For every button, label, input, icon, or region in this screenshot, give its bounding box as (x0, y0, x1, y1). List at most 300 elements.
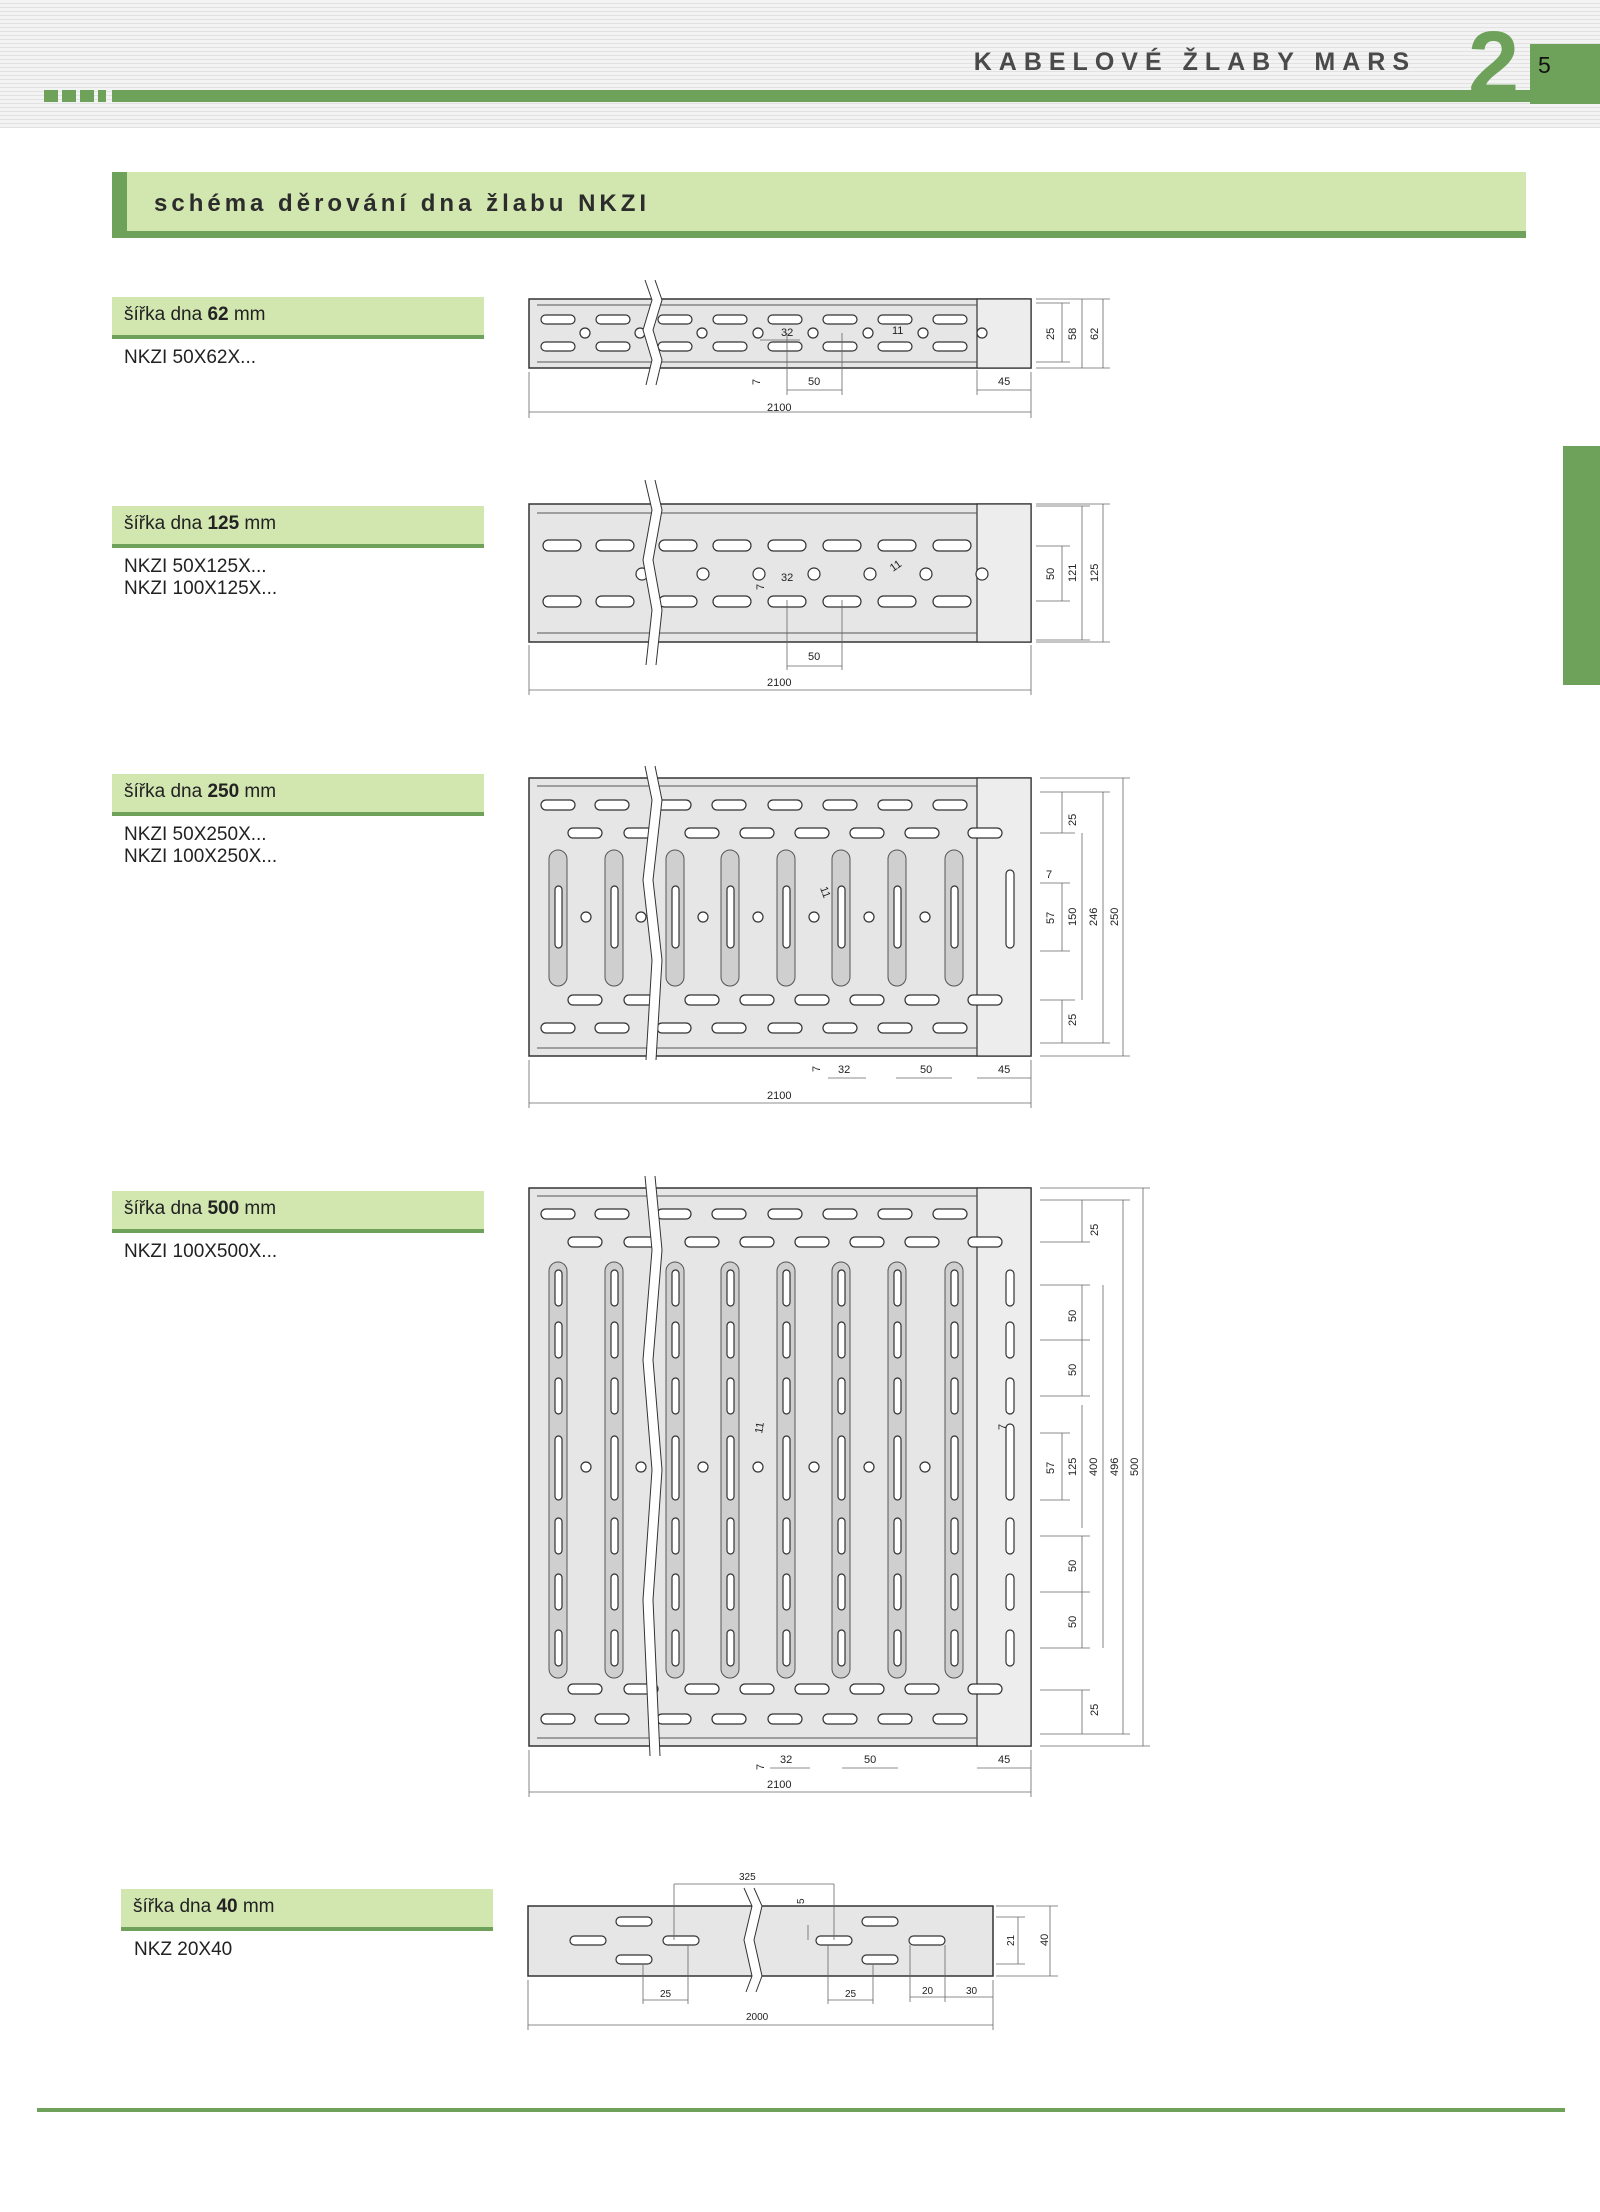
dim-v25: 25 (1067, 1013, 1079, 1026)
slot-column (951, 1270, 958, 1666)
width-label-text: šířka dna 125 mm (124, 513, 277, 534)
slot (951, 886, 958, 948)
tray-drawing-40 (520, 1865, 1070, 2030)
slot (672, 1436, 679, 1500)
dim-length: 2100 (767, 1090, 792, 1102)
dim-h25: 25 (1045, 327, 1057, 340)
slot (541, 342, 575, 351)
hole (863, 328, 873, 338)
header-square (62, 90, 76, 102)
slot (1006, 870, 1014, 948)
dim-h125: 125 (1089, 563, 1101, 582)
hole (864, 912, 874, 922)
slot (658, 342, 692, 351)
slot (1006, 1518, 1014, 1554)
dim-v57: 57 (1045, 1461, 1057, 1474)
slot (672, 1630, 679, 1666)
dim-30: 30 (966, 1986, 978, 1997)
slot (568, 1237, 602, 1247)
slot (850, 1237, 884, 1247)
hole (581, 912, 591, 922)
slot (1006, 1574, 1014, 1610)
dim-h58: 58 (1067, 327, 1079, 340)
slot (713, 315, 747, 324)
slot (951, 1518, 958, 1554)
slot (968, 1237, 1002, 1247)
slot (555, 1574, 562, 1610)
hole (753, 912, 763, 922)
width-label-125 (112, 506, 484, 548)
model-code: NKZI 50X250X... (124, 824, 267, 845)
hole (977, 328, 987, 338)
dim-25: 25 (660, 1989, 672, 2000)
slot (543, 596, 581, 607)
hole (581, 1462, 591, 1472)
dim-v500: 500 (1129, 1457, 1141, 1476)
slot (905, 828, 939, 838)
dim-v400: 400 (1088, 1457, 1100, 1476)
slot (657, 1023, 691, 1033)
slot (862, 1917, 898, 1926)
tray-drawing-250 (520, 760, 1140, 1110)
slot (783, 1436, 790, 1500)
hole (753, 328, 763, 338)
slot (616, 1955, 652, 1964)
model-code: NKZI 100X125X... (124, 578, 278, 599)
slot (541, 315, 575, 324)
slot (672, 1518, 679, 1554)
slot (838, 1436, 845, 1500)
slot (658, 315, 692, 324)
slot (595, 1714, 629, 1724)
dim-h21: 21 (1006, 1934, 1017, 1946)
hole (809, 912, 819, 922)
slot (905, 995, 939, 1005)
slot-column (672, 1270, 679, 1666)
slot (768, 540, 806, 551)
dim-v50: 50 (1067, 1615, 1079, 1628)
slot (768, 1023, 802, 1033)
hole (920, 1462, 930, 1472)
slot (850, 1684, 884, 1694)
slot (783, 1518, 790, 1554)
slot (968, 828, 1002, 838)
slot (596, 342, 630, 351)
tray-body (529, 504, 1031, 642)
model-list (124, 824, 277, 868)
slot (768, 1209, 802, 1219)
slot (878, 596, 916, 607)
dim-25: 25 (845, 1989, 857, 2000)
slot (541, 1023, 575, 1033)
hole (808, 328, 818, 338)
slot (611, 1574, 618, 1610)
width-label-250 (112, 774, 484, 816)
slot (783, 1630, 790, 1666)
dim-v25: 25 (1067, 813, 1079, 826)
slot (894, 1378, 901, 1414)
slot (894, 1518, 901, 1554)
dim-h40: 40 (1039, 1933, 1051, 1946)
tray-drawing-125 (520, 475, 1120, 695)
slot (568, 995, 602, 1005)
dim-32: 32 (781, 572, 794, 584)
slot (672, 886, 679, 948)
section-title-band (112, 172, 1526, 238)
dim-32: 32 (781, 327, 794, 339)
width-label-text: šířka dna 62 mm (124, 304, 266, 325)
footer-line (37, 2108, 1565, 2112)
slot-column (555, 1270, 562, 1666)
slot (595, 800, 629, 810)
dim-50: 50 (864, 1754, 877, 1766)
slot (838, 1574, 845, 1610)
slot (878, 342, 912, 351)
dim-v125: 125 (1067, 1457, 1079, 1476)
dim-v250: 250 (1109, 907, 1121, 926)
slot (823, 540, 861, 551)
dim-45: 45 (998, 376, 1011, 388)
dim-50: 50 (920, 1064, 933, 1076)
width-label-text: šířka dna 500 mm (124, 1198, 277, 1219)
slot (894, 1322, 901, 1358)
slot (611, 1270, 618, 1306)
slot (878, 1714, 912, 1724)
dim-v25: 25 (1089, 1223, 1101, 1236)
slot (783, 1378, 790, 1414)
slot (894, 1270, 901, 1306)
slot (838, 1270, 845, 1306)
hole (918, 328, 928, 338)
hole (697, 568, 709, 580)
dim-11: 11 (753, 1421, 767, 1435)
hole (753, 1462, 763, 1472)
slot (712, 1209, 746, 1219)
slot (783, 1322, 790, 1358)
slot (894, 1436, 901, 1500)
slot (727, 1574, 734, 1610)
slot (783, 1270, 790, 1306)
slot-column (727, 1270, 734, 1666)
slot (905, 1684, 939, 1694)
slot (712, 1023, 746, 1033)
model-code: NKZI 100X250X... (124, 846, 278, 867)
slot (568, 828, 602, 838)
dim-7: 7 (755, 583, 767, 590)
dim-v50: 50 (1067, 1363, 1079, 1376)
slot (595, 1023, 629, 1033)
slot (713, 540, 751, 551)
slot (712, 800, 746, 810)
slot (850, 995, 884, 1005)
tray-end-section (977, 778, 1031, 1056)
model-code: NKZI 100X500X... (124, 1241, 278, 1262)
width-label-62 (112, 297, 484, 339)
slot (795, 995, 829, 1005)
dim-11: 11 (887, 558, 905, 575)
slot (783, 886, 790, 948)
slot-column (894, 1270, 901, 1666)
slot (555, 1322, 562, 1358)
model-code: NKZ 20X40 (134, 1939, 233, 1960)
slot (1006, 1424, 1014, 1500)
dim-5: 5 (796, 1898, 807, 1904)
slot (838, 1630, 845, 1666)
page-header (0, 0, 1600, 128)
dim-7: 7 (755, 1763, 767, 1770)
slot (541, 800, 575, 810)
hole (976, 568, 988, 580)
slot (933, 800, 967, 810)
hole (636, 912, 646, 922)
dim-v150: 150 (1067, 907, 1079, 926)
dim-v7: 7 (1046, 869, 1053, 881)
slot (570, 1936, 606, 1945)
slot (712, 1714, 746, 1724)
slot (862, 1955, 898, 1964)
slot (768, 315, 802, 324)
slot (555, 1270, 562, 1306)
slot-column (783, 1270, 790, 1666)
dim-v25: 25 (1089, 1703, 1101, 1716)
dim-v7: 7 (997, 1423, 1009, 1430)
slot (555, 1378, 562, 1414)
slot (850, 828, 884, 838)
slot (672, 1378, 679, 1414)
hole (809, 1462, 819, 1472)
slot (823, 1209, 857, 1219)
slot (740, 1237, 774, 1247)
dim-v50: 50 (1067, 1309, 1079, 1322)
page-number: 5 (1538, 52, 1551, 78)
width-label-40 (121, 1889, 493, 1931)
slot (823, 1714, 857, 1724)
hole (698, 1462, 708, 1472)
slot (823, 342, 857, 351)
hole (920, 568, 932, 580)
slot (713, 596, 751, 607)
slot (611, 1436, 618, 1500)
slot (933, 342, 967, 351)
width-label-text: šířka dna 40 mm (133, 1896, 275, 1917)
dim-45: 45 (998, 1754, 1011, 1766)
slot (838, 1378, 845, 1414)
slot (951, 1270, 958, 1306)
model-list (124, 1241, 277, 1263)
dim-45: 45 (998, 1064, 1011, 1076)
slot (878, 800, 912, 810)
slot (611, 1322, 618, 1358)
slot (740, 995, 774, 1005)
slot (543, 540, 581, 551)
slot (611, 1630, 618, 1666)
dim-50: 50 (808, 376, 821, 388)
dim-v246: 246 (1088, 907, 1100, 926)
header-square (98, 90, 106, 102)
slot (595, 1209, 629, 1219)
hole (864, 568, 876, 580)
dim-7: 7 (751, 378, 763, 385)
slot (596, 315, 630, 324)
width-label-500 (112, 1191, 484, 1233)
slot (838, 1322, 845, 1358)
slot (1006, 1378, 1014, 1414)
hole (808, 568, 820, 580)
slot (659, 596, 697, 607)
slot (1006, 1270, 1014, 1306)
slot (740, 828, 774, 838)
slot (727, 1322, 734, 1358)
model-code: NKZI 50X62X... (124, 347, 257, 368)
hole (753, 568, 765, 580)
slot-column (838, 1270, 845, 1666)
slot (878, 1023, 912, 1033)
dim-325: 325 (739, 1872, 756, 1883)
slot (685, 1684, 719, 1694)
hole (697, 328, 707, 338)
hole (864, 1462, 874, 1472)
width-label-text: šířka dna 250 mm (124, 781, 277, 802)
slot (611, 1518, 618, 1554)
slot (727, 886, 734, 948)
slot (878, 315, 912, 324)
chapter-side-tab (1563, 446, 1600, 685)
slot (951, 1322, 958, 1358)
tray-end-section (977, 1188, 1031, 1746)
tray-drawing-500 (520, 1172, 1160, 1797)
dim-v50: 50 (1067, 1559, 1079, 1572)
slot (951, 1574, 958, 1610)
header-square (80, 90, 94, 102)
slot (555, 1518, 562, 1554)
dim-length: 2100 (767, 677, 792, 689)
dim-v496: 496 (1109, 1457, 1121, 1476)
slot-column (1006, 1270, 1014, 1666)
hole (636, 1462, 646, 1472)
slot (659, 540, 697, 551)
slot (894, 1574, 901, 1610)
slot (685, 1237, 719, 1247)
slot (727, 1630, 734, 1666)
slot (727, 1270, 734, 1306)
slot (933, 1023, 967, 1033)
slot (905, 1237, 939, 1247)
slot (823, 800, 857, 810)
slot (909, 1936, 945, 1945)
dim-32: 32 (838, 1064, 851, 1076)
dim-length: 2000 (746, 2012, 769, 2023)
slot (541, 1714, 575, 1724)
slot (838, 1518, 845, 1554)
tray-drawing-62 (520, 272, 1120, 432)
slot (783, 1574, 790, 1610)
slot (878, 540, 916, 551)
slot (727, 1436, 734, 1500)
slot (951, 1436, 958, 1500)
dim-v57: 57 (1045, 911, 1057, 924)
dim-11: 11 (817, 884, 833, 900)
dim-h121: 121 (1067, 563, 1079, 582)
slot (727, 1518, 734, 1554)
model-code: NKZI 50X125X... (124, 556, 267, 577)
chapter-number: 2 (1468, 13, 1520, 115)
dim-50: 50 (808, 651, 821, 663)
slot (933, 596, 971, 607)
hole (580, 328, 590, 338)
slot (768, 800, 802, 810)
slot (611, 1378, 618, 1414)
slot (672, 1270, 679, 1306)
dim-length: 2100 (767, 402, 792, 414)
slot (933, 1714, 967, 1724)
header-bar (112, 90, 1600, 102)
slot (555, 1630, 562, 1666)
slot (555, 1436, 562, 1500)
model-list (124, 556, 277, 600)
slot (596, 540, 634, 551)
slot (672, 1322, 679, 1358)
dim-32: 32 (780, 1754, 793, 1766)
slot (740, 1684, 774, 1694)
header-square (44, 90, 58, 102)
section-title: schéma děrování dna žlabu NKZI (154, 190, 651, 217)
hole (698, 912, 708, 922)
slot (933, 1209, 967, 1219)
slot (685, 995, 719, 1005)
slot (951, 1378, 958, 1414)
slot (657, 1714, 691, 1724)
tray-body (529, 299, 1031, 368)
slot (727, 1378, 734, 1414)
dim-7: 7 (811, 1065, 823, 1072)
header-title: KABELOVÉ ŽLABY MARS (973, 48, 1416, 76)
slot (795, 1237, 829, 1247)
model-list (124, 347, 256, 369)
slot (878, 1209, 912, 1219)
dim-20: 20 (922, 1986, 934, 1997)
slot (768, 342, 802, 351)
dim-h50: 50 (1045, 567, 1057, 580)
slot (823, 1023, 857, 1033)
slot (616, 1917, 652, 1926)
dim-11: 11 (892, 325, 904, 337)
slot (1006, 1322, 1014, 1358)
slot (968, 995, 1002, 1005)
slot (596, 596, 634, 607)
dim-length: 2100 (767, 1779, 792, 1791)
slot (951, 1630, 958, 1666)
slot (795, 828, 829, 838)
slot (838, 886, 845, 948)
slot (1006, 1630, 1014, 1666)
slot (933, 315, 967, 324)
slot (968, 1684, 1002, 1694)
slot (568, 1684, 602, 1694)
slot (672, 1574, 679, 1610)
slot-column (611, 1270, 618, 1666)
slot (894, 1630, 901, 1666)
slot (795, 1684, 829, 1694)
slot (823, 315, 857, 324)
slot (541, 1209, 575, 1219)
slot (555, 886, 562, 948)
dim-h62: 62 (1089, 327, 1101, 340)
slot (611, 886, 618, 948)
slot (713, 342, 747, 351)
slot (685, 828, 719, 838)
slot (933, 540, 971, 551)
hole (920, 912, 930, 922)
